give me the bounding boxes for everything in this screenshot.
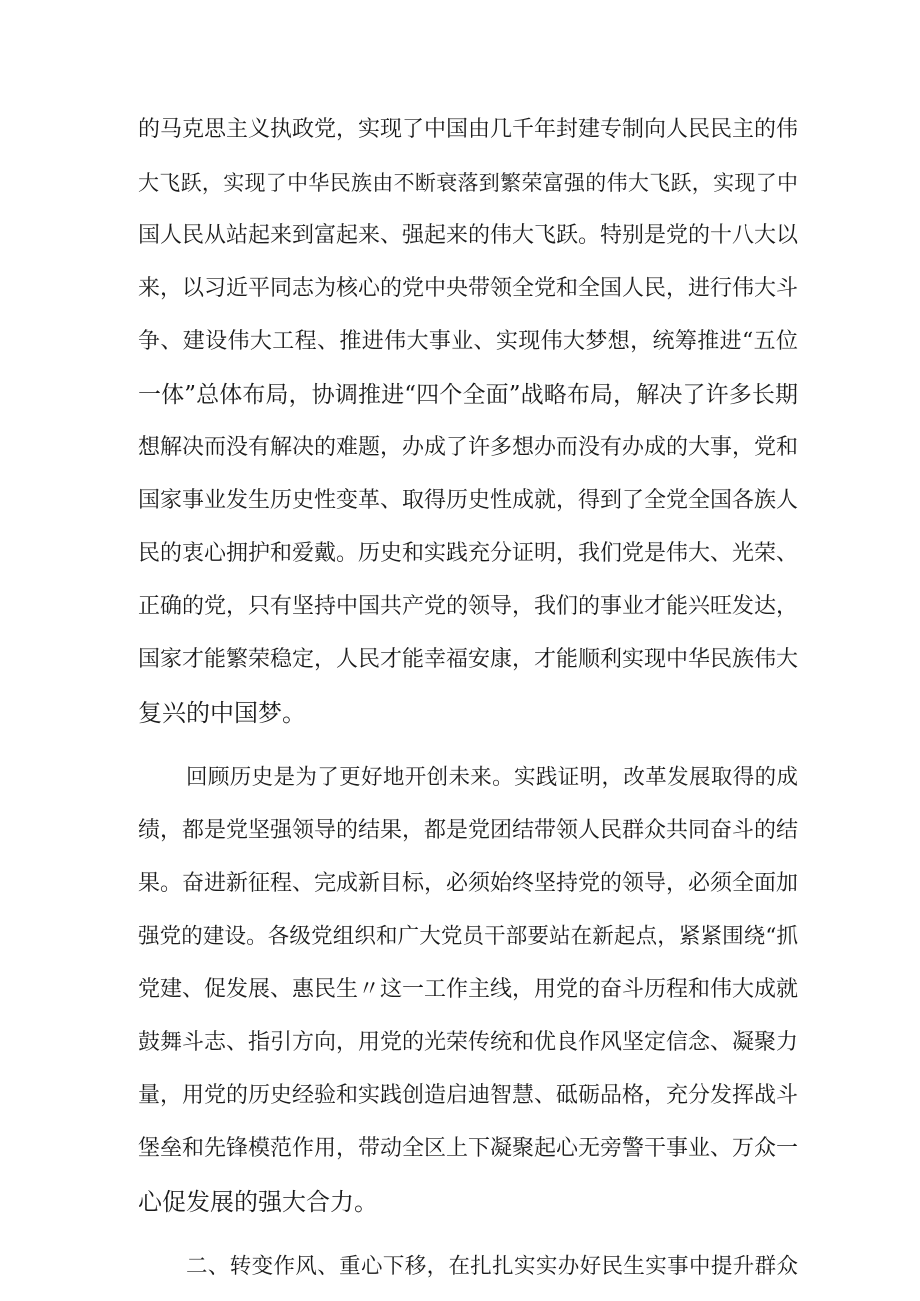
text-line: 果。奋进新征程、完成新目标，必须始终坚持党的领导，必须全面加 bbox=[138, 871, 799, 896]
text-line: 想解决而没有解决的难题，办成了许多想办而没有办成的大事，党和 bbox=[138, 435, 799, 460]
text-line: 国家事业发生历史性变革、取得历史性成就，得到了全党全国各族人 bbox=[138, 488, 799, 513]
text-line: 回顾历史是为了更好地开创未来。实践证明，改革发展取得的成 bbox=[186, 765, 798, 790]
text-line: 的马克思主义执政党，实现了中国由几千年封建专制向人民民主的伟 bbox=[138, 117, 799, 142]
text-line: 来，以习近平同志为核心的党中央带领全党和全国人民，进行伟大斗 bbox=[138, 276, 799, 301]
text-line: 鼓舞斗志、指引方向，用党的光荣传统和优良作风坚定信念、凝聚力 bbox=[138, 1030, 799, 1055]
text-line: 争、建设伟大工程、推进伟大事业、实现伟大梦想，统筹推进“五位 bbox=[138, 329, 798, 354]
text-line: 绩，都是党坚强领导的结果，都是党团结带领人民群众共同奋斗的结 bbox=[138, 818, 799, 843]
text-line: 国家才能繁荣稳定，人民才能幸福安康，才能顺利实现中华民族伟大 bbox=[138, 647, 799, 672]
text-line: 复兴的中国梦。 bbox=[138, 699, 306, 727]
text-line: 党建、促发展、惠民生〃这一工作主线，用党的奋斗历程和伟大成就 bbox=[138, 977, 799, 1002]
text-line: 一体”总体布局，协调推进“四个全面”战略布局，解决了许多长期 bbox=[138, 382, 798, 408]
text-line: 堡垒和先锋模范作用，带动全区上下凝聚起心无旁警干事业、万众一 bbox=[138, 1136, 799, 1161]
text-line: 强党的建设。各级党组织和广大党员干部要站在新起点，紧紧围绕“抓 bbox=[138, 924, 798, 949]
heading-line: 二、转变作风、重心下移，在扎扎实实办好民生实事中提升群众 bbox=[186, 1254, 798, 1279]
text-line: 心促发展的强大合力。 bbox=[138, 1188, 378, 1216]
text-line: 量，用党的历史经验和实践创造启迪智慧、砥砺品格，充分发挥战斗 bbox=[138, 1083, 799, 1108]
text-line: 正确的党，只有坚持中国共产党的领导，我们的事业才能兴旺发达， bbox=[138, 594, 799, 619]
text-line: 民的衷心拥护和爱戴。历史和实践充分证明，我们党是伟大、光荣、 bbox=[138, 541, 799, 566]
text-line: 大飞跃，实现了中华民族由不断衰落到繁荣富强的伟大飞跃，实现了中 bbox=[138, 171, 798, 195]
text-line: 国人民从站起来到富起来、强起来的伟大飞跃。特别是党的十八大以 bbox=[138, 223, 799, 248]
